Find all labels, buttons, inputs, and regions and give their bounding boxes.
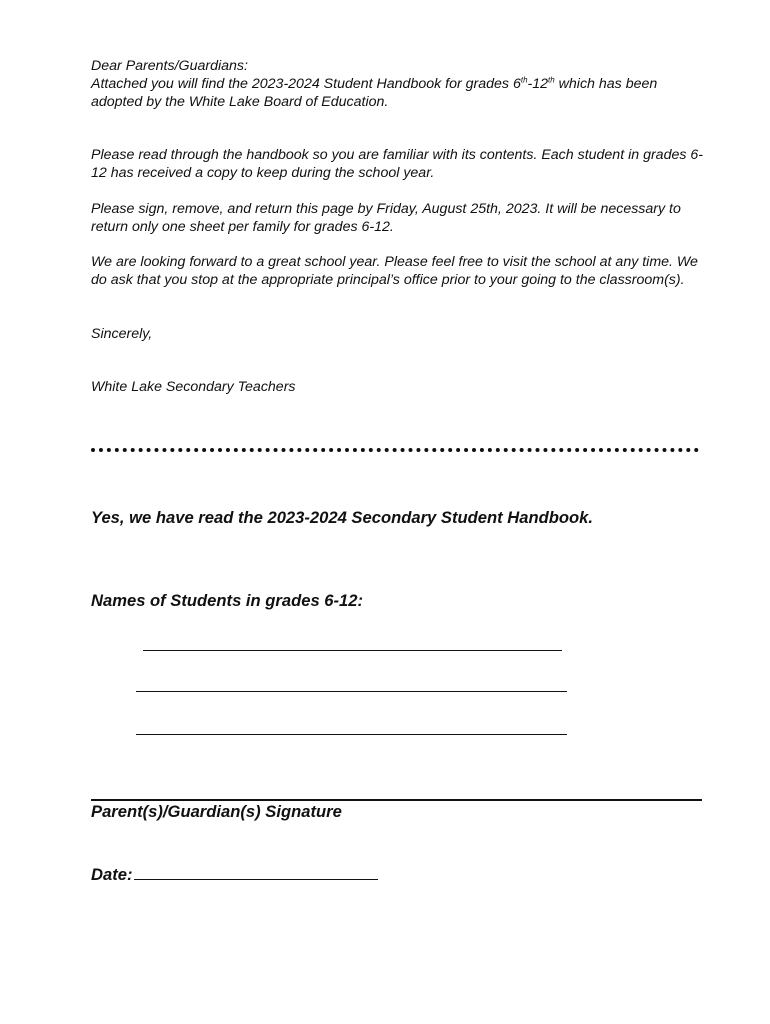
- intro-text-1: Attached you will find the 2023-2024 Student Handbook for grades 6: [91, 76, 521, 92]
- intro-text-3: which has been adopted by the White Lake Board of Education.: [91, 76, 658, 110]
- closing: Sincerely,: [91, 326, 153, 342]
- date-field: [91, 865, 378, 885]
- paragraph-visit-school: We are looking forward to a great school year. Please feel free to visit the school at any time. We do ask that you stop at the appropriate principal’s office prior to your going to the classroom(s).: [91, 254, 698, 288]
- student-name-line-1[interactable]: [143, 650, 562, 651]
- superscript-th-1: th: [520, 75, 528, 85]
- signature-teachers: White Lake Secondary Teachers: [91, 379, 296, 395]
- letter-body-intro: [91, 57, 711, 111]
- parent-signature-label: Parent(s)/Guardian(s) Signature: [91, 802, 342, 821]
- student-names-label: Names of Students in grades 6-12:: [91, 591, 364, 610]
- date-label: Date:: [91, 865, 133, 884]
- paragraph-return-instructions: Please sign, remove, and return this page by Friday, August 25th, 2023. It will be necessary to return only one sheet per family for grades 6-12.: [91, 201, 681, 235]
- student-name-line-2[interactable]: [136, 691, 567, 692]
- student-name-line-3[interactable]: [136, 734, 567, 735]
- salutation: Dear Parents/Guardians:: [91, 58, 248, 74]
- parent-signature-line[interactable]: [91, 799, 702, 801]
- tear-off-dotted-line: [91, 448, 699, 452]
- superscript-th-2: th: [548, 75, 555, 85]
- paragraph-read-handbook: Please read through the handbook so you are familiar with its contents. Each student in grades 6-12 has received a copy to keep during the school year.: [91, 147, 704, 181]
- date-blank-line[interactable]: [134, 879, 378, 880]
- intro-text-2: -12: [527, 76, 549, 92]
- acknowledgement-statement: Yes, we have read the 2023-2024 Secondary Student Handbook.: [91, 508, 593, 527]
